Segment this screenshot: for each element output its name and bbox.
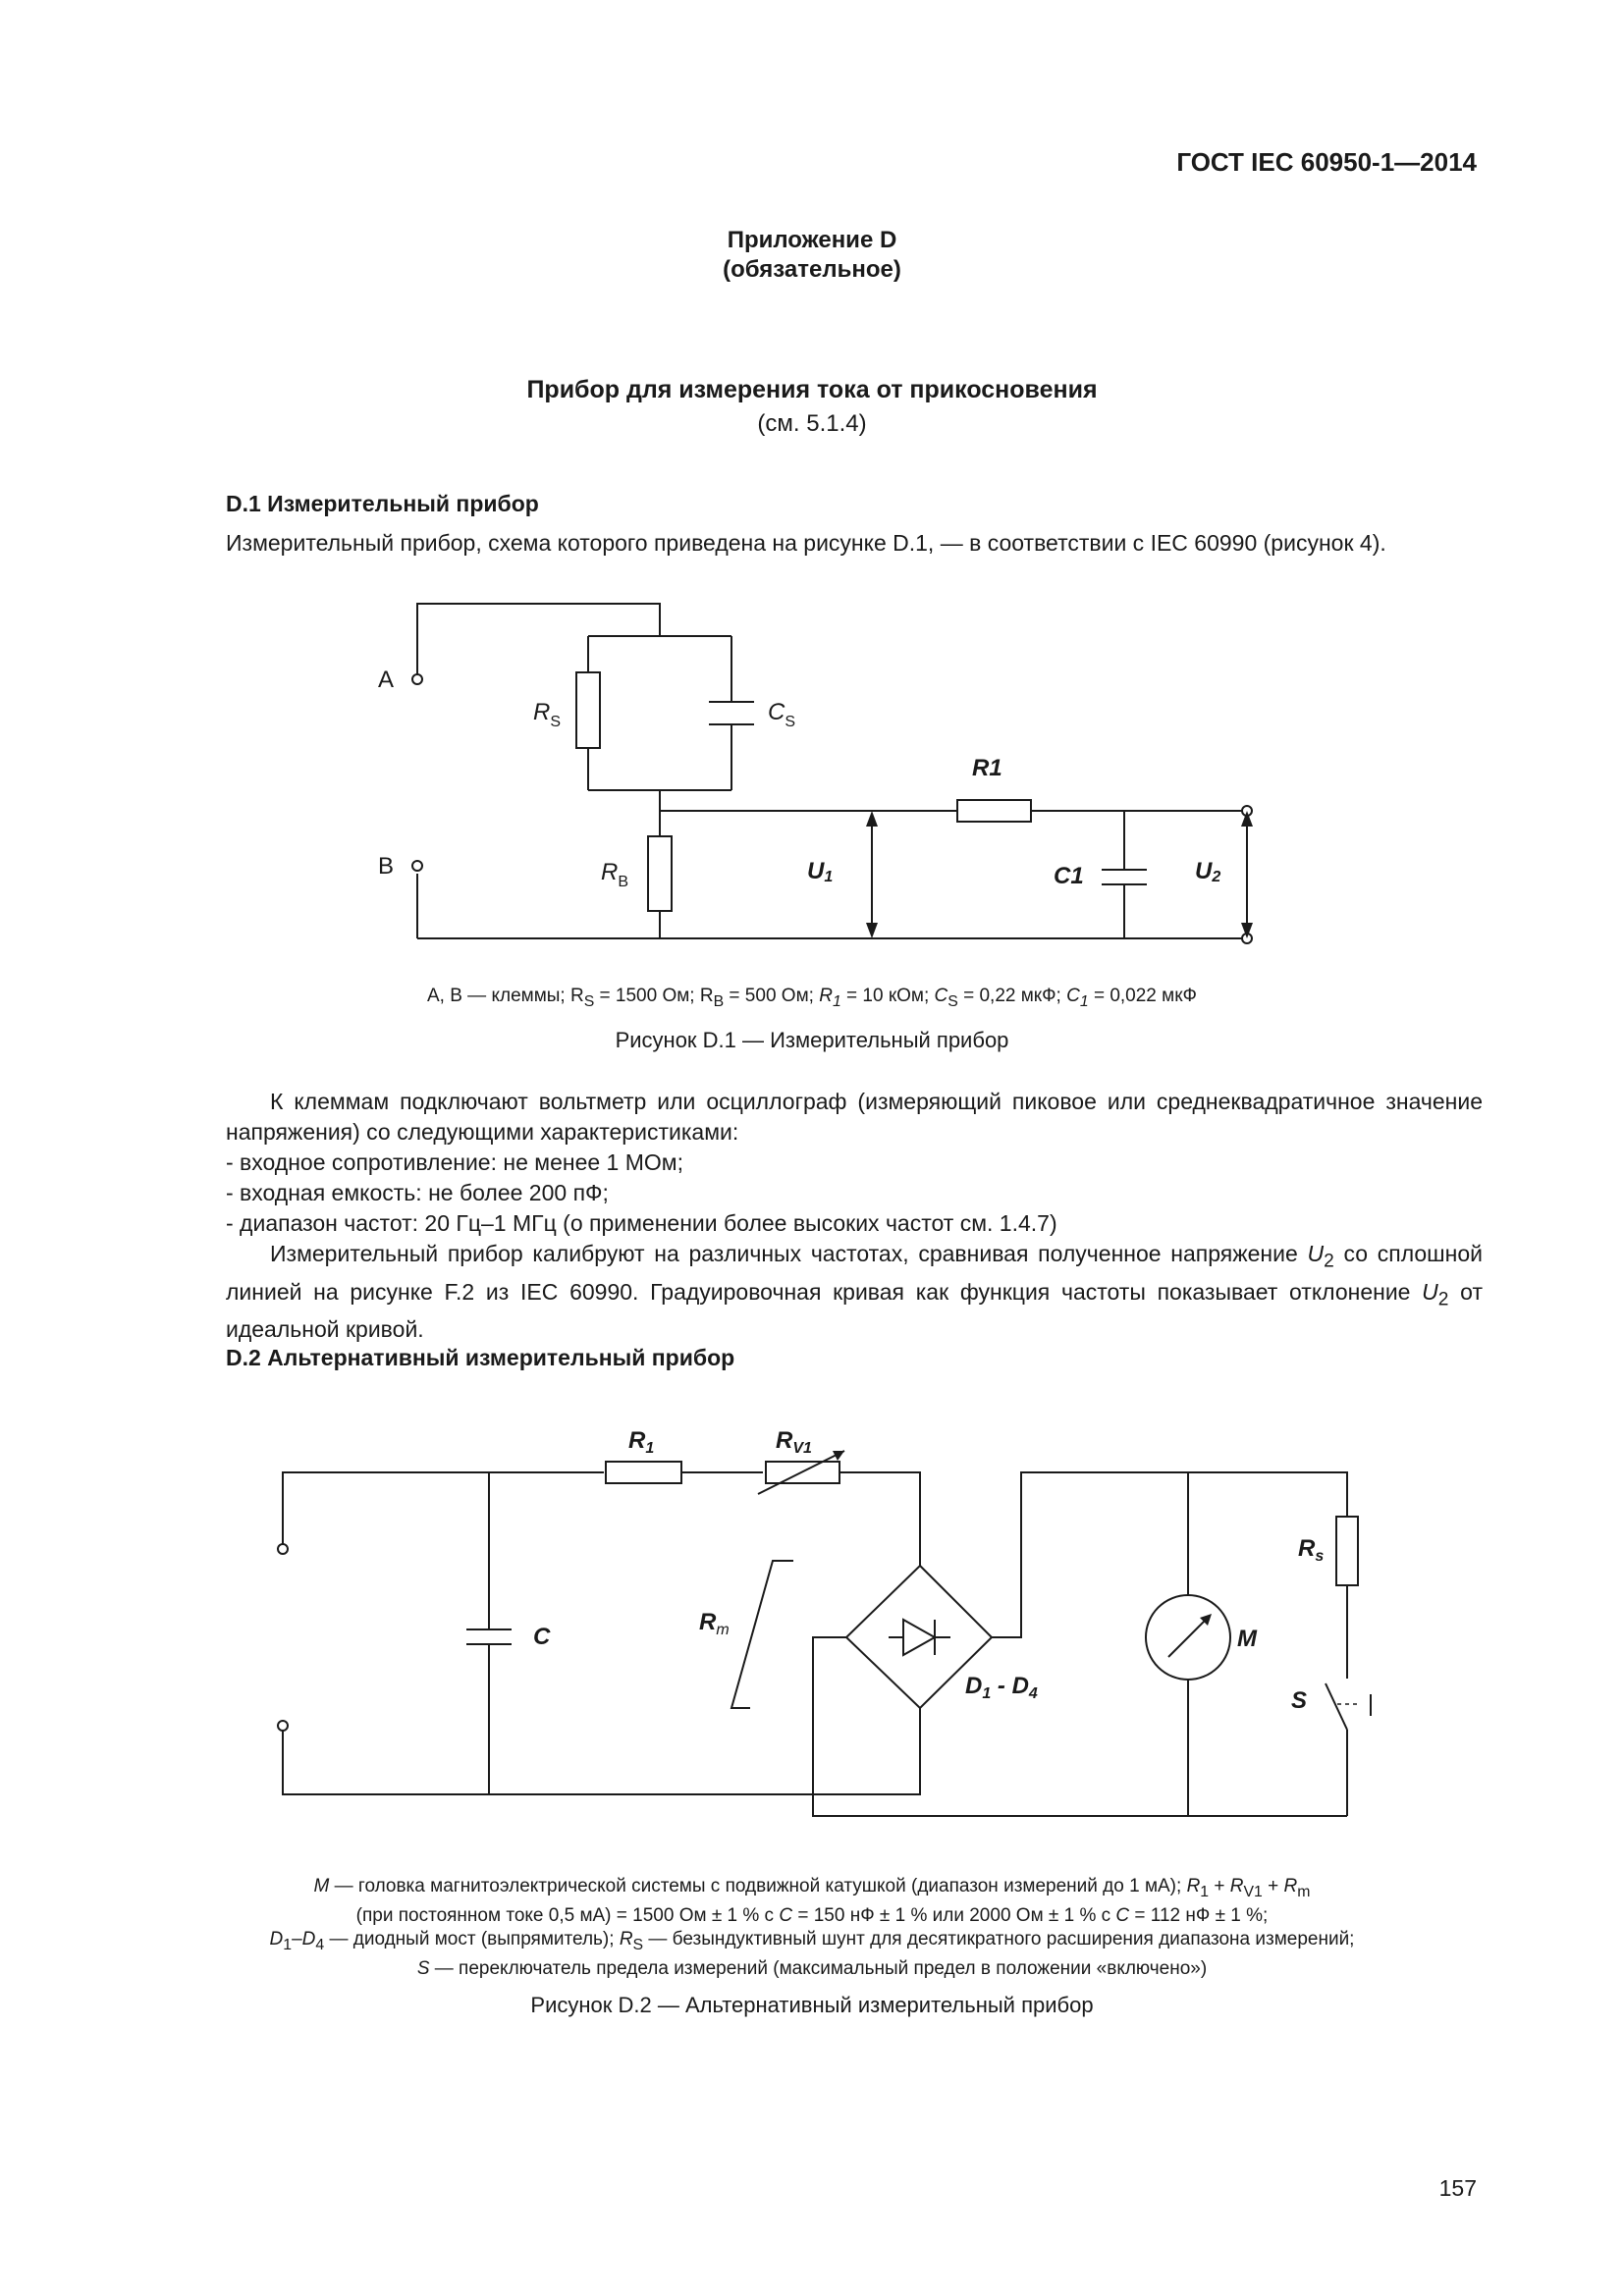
list-item: - диапазон частот: 20 Гц–1 МГц (о применении более высоких частот см. 1.4.7) [226, 1210, 1057, 1236]
page-title-reference: (см. 5.1.4) [757, 410, 867, 437]
document-number: ГОСТ IEC 60950-1—2014 [1176, 147, 1477, 177]
resistor-rs-icon [576, 672, 600, 748]
label-s: S [1291, 1687, 1308, 1714]
figure-d2-components [278, 1451, 1371, 1731]
legend-line: (при постоянном токе 0,5 мА) = 1500 Ом ± 1 % с C = 150 нФ ± 1 % или 2000 Ом ± 1 % с C = 112 нФ ± 1 %; [355, 1904, 1269, 1926]
figure-d1-legend: А, В — клеммы; $R_S = 1500$ Ом; $R_B = 500$ Ом; $R_1 = 10$ кОм; $C_S = 0,22$ мкФ; $C_1 = 0,022$ мкФ [427, 986, 1197, 1010]
label-u1: U1 [807, 858, 834, 885]
input-terminal-top-icon [278, 1544, 288, 1554]
label-terminal-b: B [378, 853, 395, 880]
page-title: Прибор для измерения тока от прикосновения [526, 376, 1098, 403]
label-rs: $R_S$ [533, 699, 562, 730]
rm-bracket-icon [731, 1561, 793, 1708]
figure-d2-caption: Рисунок D.2 — Альтернативный измерительный прибор [530, 1993, 1094, 2017]
list-item: - входное сопротивление: не менее 1 МОм; [226, 1149, 683, 1175]
section-d2-heading: D.2 Альтернативный измерительный прибор [226, 1345, 735, 1370]
annex-label: Приложение D [727, 227, 897, 253]
label-m: M [1237, 1626, 1257, 1652]
label-rs: $R_s$ [1298, 1535, 1325, 1565]
figure-d1-circuit [0, 589, 1624, 982]
list-item: - входная емкость: не более 200 пФ; [226, 1180, 609, 1205]
label-d1-d4: $D_1 - D_4$ [965, 1673, 1038, 1702]
label-rv1: $R_{V1}$ [776, 1427, 812, 1457]
label-c: C [533, 1624, 551, 1650]
figure-d1-labels [378, 667, 1220, 890]
figure-d2-legend [0, 1875, 1624, 1981]
resistor-rb-icon [648, 836, 672, 911]
resistor-r1-icon [606, 1462, 681, 1483]
figure-d2-circuit [0, 1414, 1624, 1836]
label-c1: C1 [1054, 863, 1084, 889]
input-terminal-bottom-icon [278, 1721, 288, 1731]
page-number: 157 [1438, 2175, 1477, 2201]
legend-line: $D_1-D_4$ — диодный мост (выпрямитель); $R_S$ — безындуктивный шунт для десятикратного расширения диапазона измерений; [269, 1928, 1355, 1953]
figure-d1-wires [417, 604, 1247, 938]
paragraph-characteristics: К клеммам подключают вольтметр или осциллограф (измеряющий пиковое или среднеквадратичное значение напряжения) со следующими характеристиками: [226, 1089, 1483, 1145]
label-rm: $R_m$ [699, 1609, 730, 1638]
annex-title [0, 226, 1624, 285]
label-r1: $R_1$ [628, 1427, 655, 1457]
terminal-a-icon [412, 674, 422, 684]
characteristics-list [226, 1148, 1404, 1239]
label-terminal-a: A [378, 667, 395, 693]
label-u2: U2 [1195, 858, 1221, 885]
label-r1: R1 [972, 755, 1002, 781]
legend-line: S — переключатель предела измерений (максимальный предел в положении «включено») [416, 1957, 1208, 1979]
annex-status: (обязательное) [723, 256, 901, 283]
shunt-rs-icon [1336, 1517, 1358, 1585]
paragraph-calibration: Измерительный прибор калибруют на различных частотах, сравнивая полученное напряжение $U_2$ со сплошной линией на рисунке F.2 из IEC 60990. Градуировочная кривая как функция частоты показывает отклонение $U_2$ от идеальной кривой. [226, 1241, 1483, 1343]
resistor-r1-icon [957, 800, 1031, 822]
label-cs: $C_S$ [768, 699, 796, 730]
label-rb: $R_B$ [601, 859, 629, 890]
section-d1-intro: Измерительный прибор, схема которого приведена на рисунке D.1, — в соответствии с IEC 60990 (рисунок 4). [226, 530, 1386, 556]
legend-line: M — головка магнитоэлектрической системы с подвижной катушкой (диапазон измерений до 1 мА); $R_1 + R_{V1} + R_m$ [313, 1876, 1311, 1900]
switch-s-icon [1326, 1683, 1347, 1730]
figure-d1-caption: Рисунок D.1 — Измерительный прибор [615, 1028, 1009, 1052]
section-d1-heading: D.1 Измерительный прибор [226, 491, 539, 516]
terminal-b-icon [412, 861, 422, 871]
